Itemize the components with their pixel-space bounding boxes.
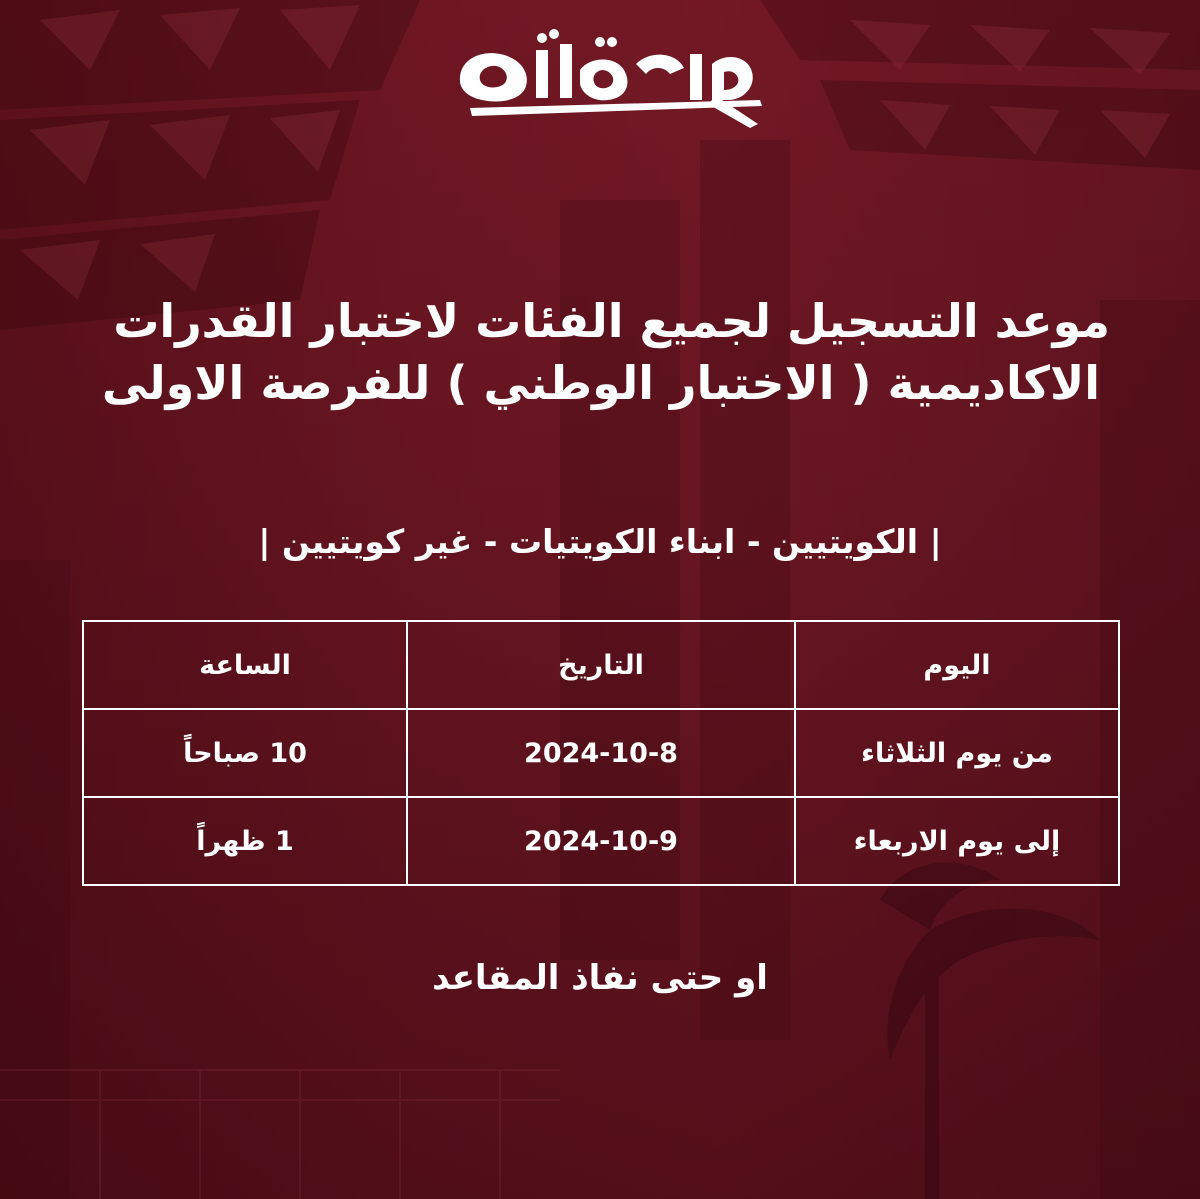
row-1-time: 10 صباحاً [83, 709, 407, 797]
altarbawiya-logo [440, 20, 770, 130]
row-2-time: 1 ظهراً [83, 797, 407, 885]
row-2-day: إلى يوم الاربعاء [795, 797, 1119, 885]
registration-title [90, 290, 1110, 414]
eligible-categories: | الكويتيين - ابناء الكويتيات - غير كويتيين | [258, 522, 942, 561]
table-row [83, 797, 1119, 885]
header-time: الساعة [83, 621, 407, 709]
row-1-date: 2024-10-8 [524, 737, 678, 769]
row-1-day: من يوم الثلاثاء [795, 709, 1119, 797]
row-2-date-cell [407, 797, 795, 885]
schedule-table [82, 620, 1120, 886]
table-row [83, 709, 1119, 797]
seats-availability-note: او حتى نفاذ المقاعد [432, 958, 768, 998]
table-header-row [83, 621, 1119, 709]
header-day: اليوم [795, 621, 1119, 709]
header-date: التاريخ [407, 621, 795, 709]
row-2-date: 2024-10-9 [524, 825, 678, 857]
title-line-1: موعد التسجيل لجميع الفئات لاختبار القدرات [113, 294, 1110, 348]
title-line-2: الاكاديمية ( الاختبار الوطني ) للفرصة الاولى [101, 356, 1100, 410]
row-1-date-cell [407, 709, 795, 797]
